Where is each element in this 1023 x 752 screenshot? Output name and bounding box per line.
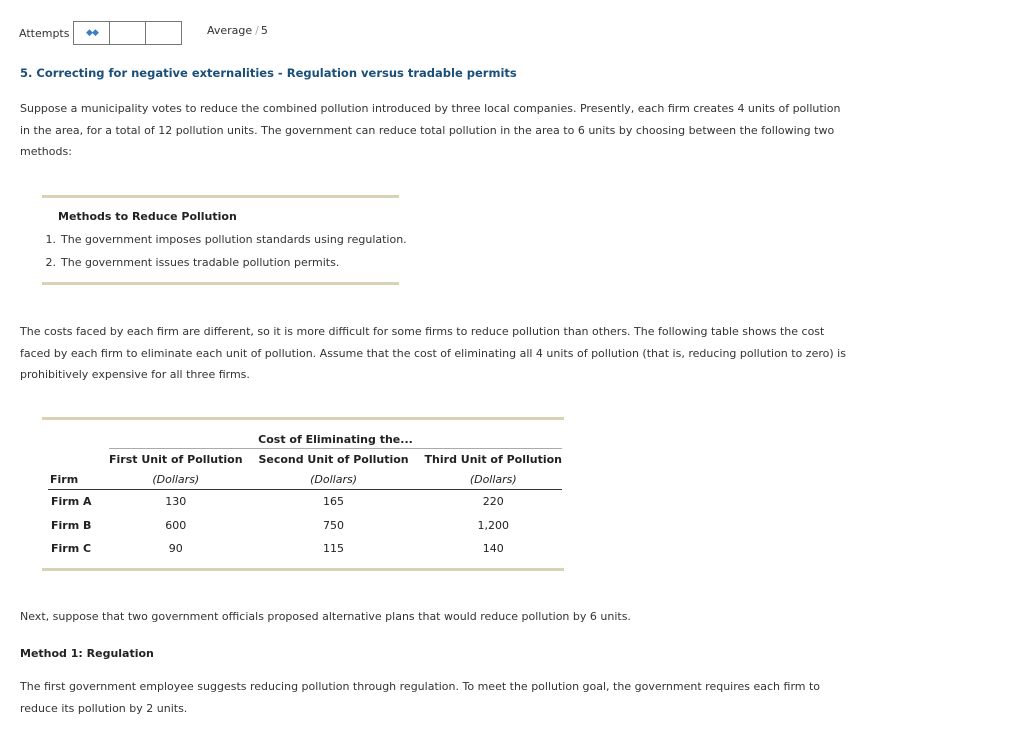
method1-paragraph: The first government employee suggests reducing pollution through regulation. To meet the pollution goal, the government requires each firm to reduce its pollution by 2 units.	[20, 680, 821, 715]
firm-name: Firm A	[51, 495, 92, 509]
cost-cell: 165	[323, 495, 345, 509]
methods-title: Methods to Reduce Pollution	[58, 210, 237, 223]
move-icon: ◆◆	[86, 28, 98, 38]
col-unit-third: (Dollars)	[425, 469, 562, 490]
average-score	[207, 24, 268, 37]
method1-heading: Method 1: Regulation	[20, 647, 154, 660]
cost-cell: 220	[482, 495, 504, 509]
costs-paragraph: The costs faced by each firm are different, so it is more difficult for some firms to reduce pollution than others. The following table shows the cost faced by each firm to eliminate each unit of pollution. Assume that the cost of eliminating all 4 units of pollution (that is, reducing pollution to zero) is prohibitively expensive for all three firms.	[20, 325, 846, 381]
methods-box	[42, 195, 407, 285]
cost-cell: 600	[165, 518, 187, 532]
average-label: Average	[207, 24, 253, 37]
cost-cell: 750	[323, 518, 345, 532]
average-separator: /	[255, 24, 259, 37]
attempt-boxes	[73, 21, 182, 45]
col-header-first: First Unit of Pollution	[109, 452, 243, 466]
col-unit-second: (Dollars)	[243, 469, 425, 490]
table-row	[48, 490, 562, 514]
firm-name: Firm C	[51, 542, 92, 556]
method-text: The government imposes pollution standards using regulation.	[61, 233, 407, 246]
col-unit-first: (Dollars)	[109, 469, 243, 490]
next-paragraph: Next, suppose that two government officials proposed alternative plans that would reduce pollution by 6 units.	[20, 610, 631, 623]
method-number: 2.	[45, 256, 56, 269]
method-text: The government issues tradable pollution permits.	[61, 256, 340, 269]
cost-cell: 140	[482, 542, 504, 556]
firm-header: Firm	[48, 469, 109, 490]
cost-cell: 130	[165, 495, 187, 509]
cost-cell: 115	[323, 542, 345, 556]
col-header-third: Third Unit of Pollution	[424, 452, 562, 466]
cost-table-box	[42, 417, 564, 571]
cost-group-header: Cost of Eliminating the...	[109, 430, 562, 449]
col-header-second: Second Unit of Pollution	[258, 452, 409, 466]
intro-paragraph: Suppose a municipality votes to reduce the combined pollution introduced by three local companies. Presently, each firm creates 4 units of pollution in the area, for a total of 12 pollution units. The government can reduce total pollution in the area to 6 units by choosing between the following two methods:	[20, 102, 841, 158]
method-number: 1.	[45, 233, 56, 246]
method-item	[42, 233, 407, 256]
cost-cell: 1,200	[477, 518, 510, 532]
table-row	[48, 537, 562, 561]
cost-table	[48, 430, 562, 561]
attempt-box-3	[146, 22, 181, 44]
cost-cell: 90	[168, 542, 183, 556]
question-title: 5. Correcting for negative externalities - Regulation versus tradable permits	[20, 66, 517, 80]
method-item	[42, 256, 407, 279]
table-row	[48, 514, 562, 538]
average-max: 5	[260, 24, 268, 37]
attempts-bar	[19, 21, 182, 45]
firm-name: Firm B	[51, 518, 92, 532]
attempt-box-1[interactable]	[74, 22, 110, 44]
methods-list	[42, 233, 407, 279]
attempt-box-2	[110, 22, 146, 44]
attempts-label: Attempts	[19, 26, 70, 40]
